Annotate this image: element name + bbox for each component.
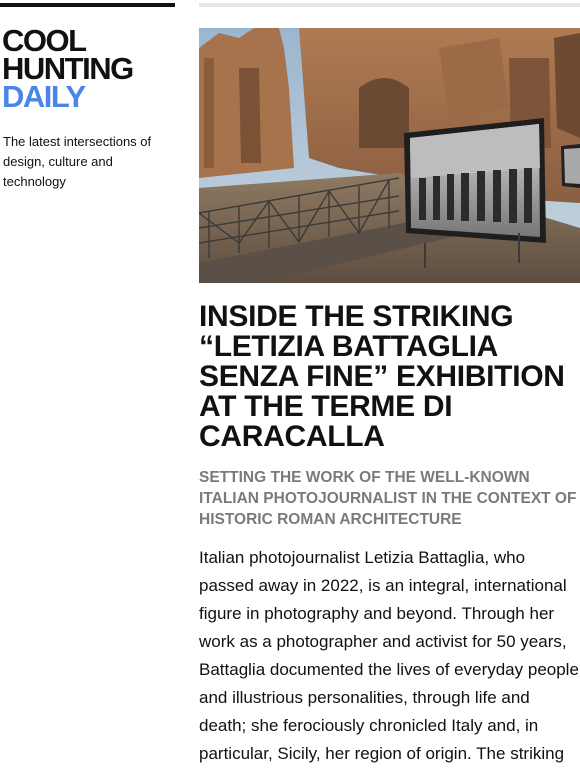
site-logo[interactable] xyxy=(2,23,133,114)
article-title[interactable]: INSIDE THE STRIKING “LETIZIA BATTAGLIA SENZA FINE” EXHIBITION AT THE TERME DI CARACALLA xyxy=(199,300,565,453)
sidebar-divider xyxy=(0,3,175,7)
article-body: Italian photojournalist Letizia Battaglia, who passed away in 2022, is an integral, international figure in photography and beyond. Through her work as a photographer and activist for 50 years, Battaglia documented the lives of everyday people and illustrious personalities, through life and death; she ferociously chronicled Italy and, in particular, Sicily, her region of origin. The striking xyxy=(199,548,579,763)
exhibition-photo-image xyxy=(199,28,580,283)
content-divider xyxy=(199,3,580,7)
site-tagline: The latest intersections of design, culture and technology xyxy=(3,134,152,189)
logo-line-hunting: HUNTING xyxy=(2,51,133,86)
logo-line-daily: DAILY xyxy=(2,79,85,114)
article-subtitle: SETTING THE WORK OF THE WELL-KNOWN ITALIAN PHOTOJOURNALIST IN THE CONTEXT OF HISTORIC ROMAN ARCHITECTURE xyxy=(199,469,577,528)
logo-line-cool: COOL xyxy=(2,23,86,58)
hero-image[interactable] xyxy=(199,28,580,283)
